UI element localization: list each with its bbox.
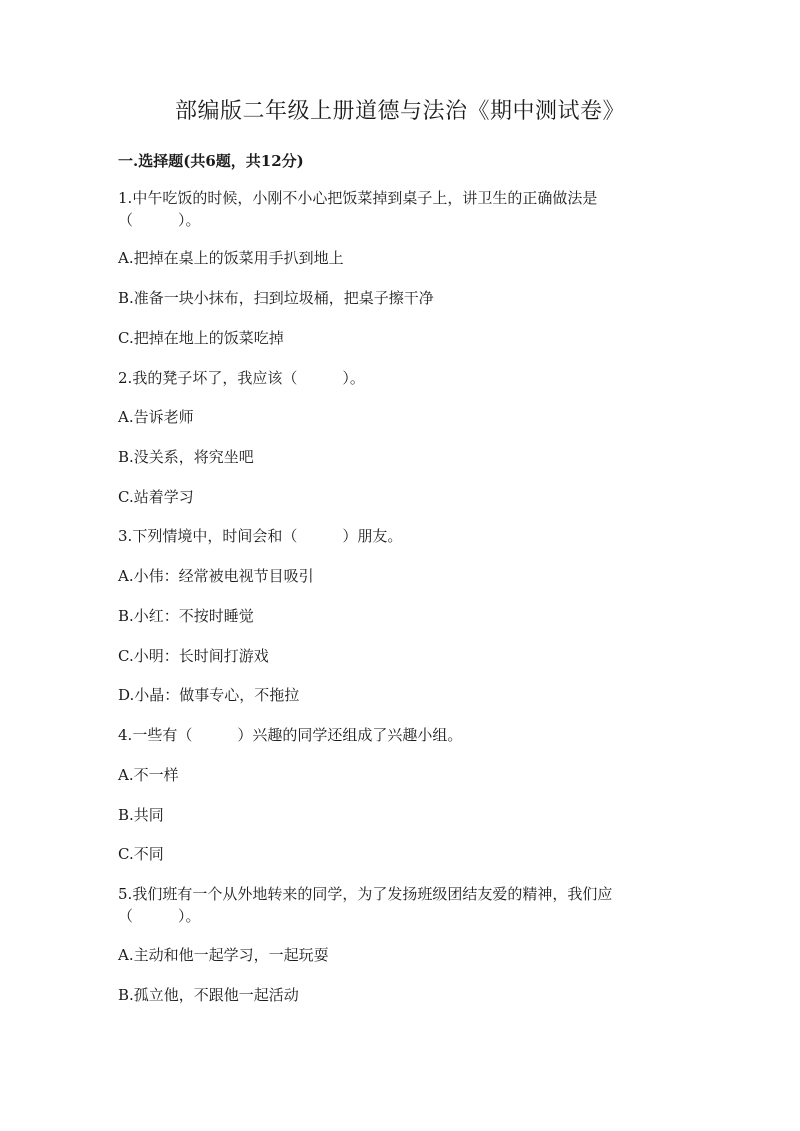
question-text: 我的凳子坏了，我应该（ ）。: [132, 369, 365, 387]
question-3-option-c: C.小明：长时间打游戏: [118, 647, 269, 665]
question-2-stem: [118, 368, 365, 388]
question-3-option-a: A.小伟：经常被电视节目吸引: [118, 567, 314, 585]
question-4-stem: [118, 725, 462, 745]
question-number: 3.: [118, 527, 133, 545]
question-number: 1.: [118, 189, 133, 207]
question-text: 中午吃饭的时候，小刚不小心把饭菜掉到桌子上，讲卫生的正确做法是: [132, 189, 598, 207]
question-text: 我们班有一个从外地转来的同学，为了发扬班级团结友爱的精神，我们应: [132, 885, 613, 903]
question-4-option-a: A.不一样: [118, 766, 179, 784]
question-1-option-c: C.把掉在地上的饭菜吃掉: [118, 329, 284, 347]
section-heading: 一.选择题(共6题，共12分): [118, 152, 304, 170]
question-4-option-b: B.共同: [118, 806, 164, 824]
question-number: 2.: [118, 369, 133, 387]
question-3-option-d: D.小晶：做事专心，不拖拉: [118, 686, 300, 704]
question-number: 4.: [118, 726, 133, 744]
question-1-option-a: A.把掉在桌上的饭菜用手扒到地上: [118, 249, 344, 267]
question-4-option-c: C.不同: [118, 845, 164, 863]
question-5-stem-continued: （ ）。: [118, 907, 201, 925]
question-5-option-a: A.主动和他一起学习，一起玩耍: [118, 946, 329, 964]
page-title: 部编版二年级上册道德与法治《期中测试卷》: [174, 99, 625, 124]
question-2-option-a: A.告诉老师: [118, 408, 194, 426]
question-2-option-b: B.没关系，将究坐吧: [118, 448, 254, 466]
question-1-stem: [118, 188, 597, 208]
question-1-option-b: B.准备一块小抹布，扫到垃圾桶，把桌子擦干净: [118, 289, 434, 307]
question-number: 5.: [118, 885, 133, 903]
question-5-stem: [118, 884, 612, 904]
question-3-stem: [118, 526, 402, 546]
question-2-option-c: C.站着学习: [118, 488, 194, 506]
question-text: 下列情境中，时间会和（ ）朋友。: [132, 527, 403, 545]
question-5-option-b: B.孤立他，不跟他一起活动: [118, 986, 299, 1004]
question-text: 一些有（ ）兴趣的同学还组成了兴趣小组。: [132, 726, 463, 744]
question-1-stem-continued: （ ）。: [118, 211, 201, 229]
question-3-option-b: B.小红：不按时睡觉: [118, 607, 254, 625]
